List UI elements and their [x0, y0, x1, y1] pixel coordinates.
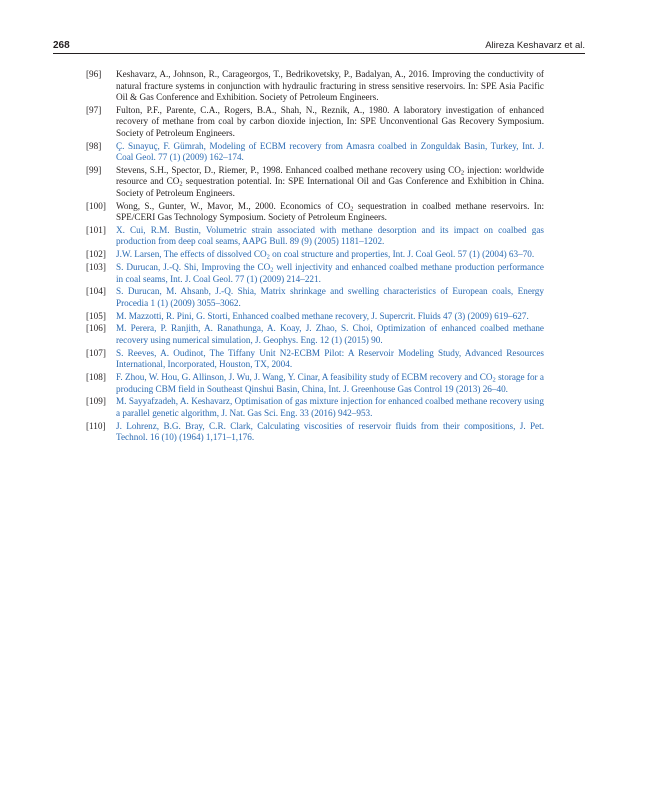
reference-number: [103]: [86, 262, 106, 273]
reference-number: [96]: [86, 69, 102, 79]
reference-item: [86, 286, 544, 309]
reference-item: [86, 311, 544, 323]
reference-text: Fulton, P.F., Parente, C.A., Rogers, B.A., Shah, N., Reznik, A., 1980. A laboratory investigation of enhanced recovery of methane from coal by carbon dioxide injection, In: SPE Unconventional Gas Recovery Symposium. Society of Petroleum Engineers.: [116, 104, 544, 138]
reference-link[interactable]: Ç. Sınayuç, F. Gümrah, Modeling of ECBM recovery from Amasra coalbed in Zonguldak Basin, Turkey, Int. J. Coal Geol. 77 (1) (2009) 162–174.: [116, 140, 544, 163]
reference-list: [86, 69, 544, 445]
reference-link[interactable]: M. Sayyafzadeh, A. Keshavarz, Optimisation of gas mixture injection for enhanced coalbed methane recovery using a parallel genetic algorithm, J. Nat. Gas Sci. Eng. 33 (2016) 942–953.: [116, 396, 544, 418]
reference-item: [86, 201, 544, 224]
reference-link[interactable]: F. Zhou, W. Hou, G. Allinson, J. Wu, J. Wang, Y. Cinar, A feasibility study of ECBM recovery and $CO_2$ storage for a producing CBM field in Southeast Qinshui Basin, China, Int. J. Greenhouse Gas Control 19 (2013) 26–40.: [116, 372, 544, 394]
reference-number: [110]: [86, 420, 106, 431]
reference-text: Wong, S., Gunter, W., Mavor, M., 2000. Economics of $CO_2$ sequestration in coalbed methane reservoirs. In: SPE/CERI Gas Technology Symposium. Society of Petroleum Engineers.: [116, 200, 544, 223]
reference-number: [106]: [86, 323, 106, 334]
reference-number: [99]: [86, 164, 102, 175]
reference-number: [109]: [86, 396, 106, 407]
reference-item: [86, 165, 544, 200]
reference-item: [86, 323, 544, 346]
reference-link[interactable]: S. Durucan, J.-Q. Shi, Improving the $CO_2$ well injectivity and enhanced coalbed methane production performance in coal seams, Int. J. Coal Geol. 77 (1) (2009) 214–221.: [116, 262, 544, 284]
reference-link[interactable]: S. Durucan, M. Ahsanb, J.-Q. Shia, Matrix shrinkage and swelling characteristics of European coals, Energy Procedia 1 (1) (2009) 3055–3062.: [116, 286, 544, 308]
page-number: 268: [53, 40, 70, 51]
reference-link[interactable]: M. Perera, P. Ranjith, A. Ranathunga, A. Koay, J. Zhao, S. Choi, Optimization of enhanced coalbed methane recovery using numerical simulation, J. Geophys. Eng. 12 (1) (2015) 90.: [116, 323, 544, 345]
reference-item: [86, 372, 544, 395]
reference-number: [98]: [86, 140, 102, 151]
reference-number: [107]: [86, 347, 106, 358]
reference-number: [97]: [86, 104, 102, 115]
reference-link[interactable]: X. Cui, R.M. Bustin, Volumetric strain associated with methane desorption and its impact on coalbed gas production from deep coal seams, AAPG Bull. 89 (9) (2005) 1181–1202.: [116, 224, 544, 247]
reference-text: Keshavarz, A., Johnson, R., Carageorgos, T., Bedrikovetsky, P., Badalyan, A., 2016. Improving the conductivity of natural fracture systems in conjunction with hydraulic fracturing in stress sensitive reservoirs. In: SPE Asia Pacific Oil & Gas Conference and Exhibition. Society of Petroleum Engineers.: [116, 69, 544, 102]
reference-item: [86, 69, 544, 104]
reference-link[interactable]: J. Lohrenz, B.G. Bray, C.R. Clark, Calculating viscosities of reservoir fluids from their compositions, J. Pet. Technol. 16 (10) (1964) 1,171–1,176.: [116, 420, 544, 443]
reference-number: [101]: [86, 224, 106, 235]
reference-number: [102]: [86, 249, 106, 260]
reference-number: [108]: [86, 372, 106, 383]
reference-item: [86, 249, 544, 261]
reference-item: [86, 105, 544, 140]
reference-item: [86, 141, 544, 164]
reference-item: [86, 225, 544, 248]
reference-item: [86, 262, 544, 285]
header-rule: [53, 53, 585, 54]
reference-link[interactable]: S. Reeves, A. Oudinot, The Tiffany Unit N2-ECBM Pilot: A Reservoir Modeling Study, Advanced Resources International, Incorporated, Houston, TX, 2004.: [116, 347, 544, 370]
reference-item: [86, 348, 544, 371]
reference-item: [86, 396, 544, 419]
reference-number: [105]: [86, 310, 106, 321]
reference-item: [86, 421, 544, 444]
reference-text: Stevens, S.H., Spector, D., Riemer, P., 1998. Enhanced coalbed methane recovery using $CO_2$ injection: worldwide resource and $CO_2$ sequestration potential. In: SPE International Oil and Gas Conference and Exhibition in China. Society of Petroleum Engineers.: [116, 164, 544, 198]
reference-link[interactable]: M. Mazzotti, R. Pini, G. Storti, Enhanced coalbed methane recovery, J. Supercrit. Fluids 47 (3) (2009) 619–627.: [116, 310, 529, 321]
reference-link[interactable]: J.W. Larsen, The effects of dissolved $CO_2$ on coal structure and properties, Int. J. Coal Geol. 57 (1) (2004) 63–70.: [116, 249, 535, 261]
running-head: Alireza Keshavarz et al.: [485, 40, 585, 51]
reference-number: [104]: [86, 286, 106, 297]
reference-number: [100]: [86, 200, 106, 211]
